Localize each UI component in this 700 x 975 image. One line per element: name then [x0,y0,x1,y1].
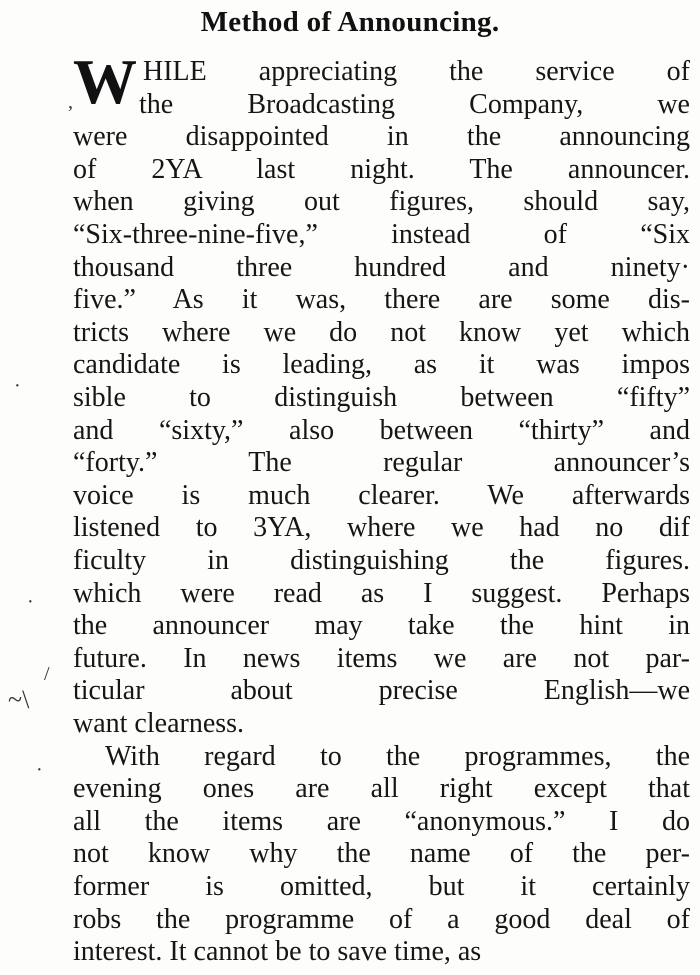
article-line: ticular about precise English—we [73,675,690,706]
article-line: former is omitted, but it certainly [73,871,690,902]
article-line: HILE appreciating the service of [143,56,690,87]
drop-cap: W [73,46,137,117]
article-line: when giving out figures, should say, [73,186,690,217]
article-line: With regard to the programmes, the [105,741,690,772]
article-line: all the items are “anonymous.” I do [73,806,690,837]
article-line: robs the programme of a good deal of [73,904,690,935]
article-line: voice is much clearer. We afterwards [73,480,690,511]
article-line: “forty.” The regular announcer’s [73,447,690,478]
article-line: of 2YA last night. The announcer. [73,154,690,185]
article-line: the Broadcasting Company, we [139,89,690,120]
ink-mark: ~\ [8,685,30,714]
article-line: listened to 3YA, where we had no dif [73,512,690,543]
article-line: future. In news items we are not par- [73,643,690,674]
article-line: the announcer may take the hint in [73,610,690,641]
print-speck: · [14,375,21,397]
print-speck: · [27,591,34,613]
article-line: ficulty in distinguishing the figures. [73,545,690,576]
article-line: want clearness. [73,708,245,739]
article-line: “Six-three-nine-five,” instead of “Six [73,219,690,250]
article-line: were disappointed in the announcing [73,121,690,152]
print-speck: , [68,91,73,113]
print-speck: / [44,663,50,685]
print-speck: · [36,759,43,781]
article-line: five.” As it was, there are some dis- [73,284,690,315]
article-line: and “sixty,” also between “thirty” and [73,415,690,446]
article-line: sible to distinguish between “fifty” [73,382,690,413]
article-line: tricts where we do not know yet which [73,317,690,348]
article-line: candidate is leading, as it was impos [73,349,690,380]
article-line: interest. It cannot be to save time, as [73,936,482,967]
article-title: Method of Announcing. [200,6,500,38]
article-line: evening ones are all right except that [73,773,690,804]
article-line: not know why the name of the per- [73,838,690,869]
article-line: thousand three hundred and ninety· [73,252,690,283]
article-line: which were read as I suggest. Perhaps [73,578,690,609]
